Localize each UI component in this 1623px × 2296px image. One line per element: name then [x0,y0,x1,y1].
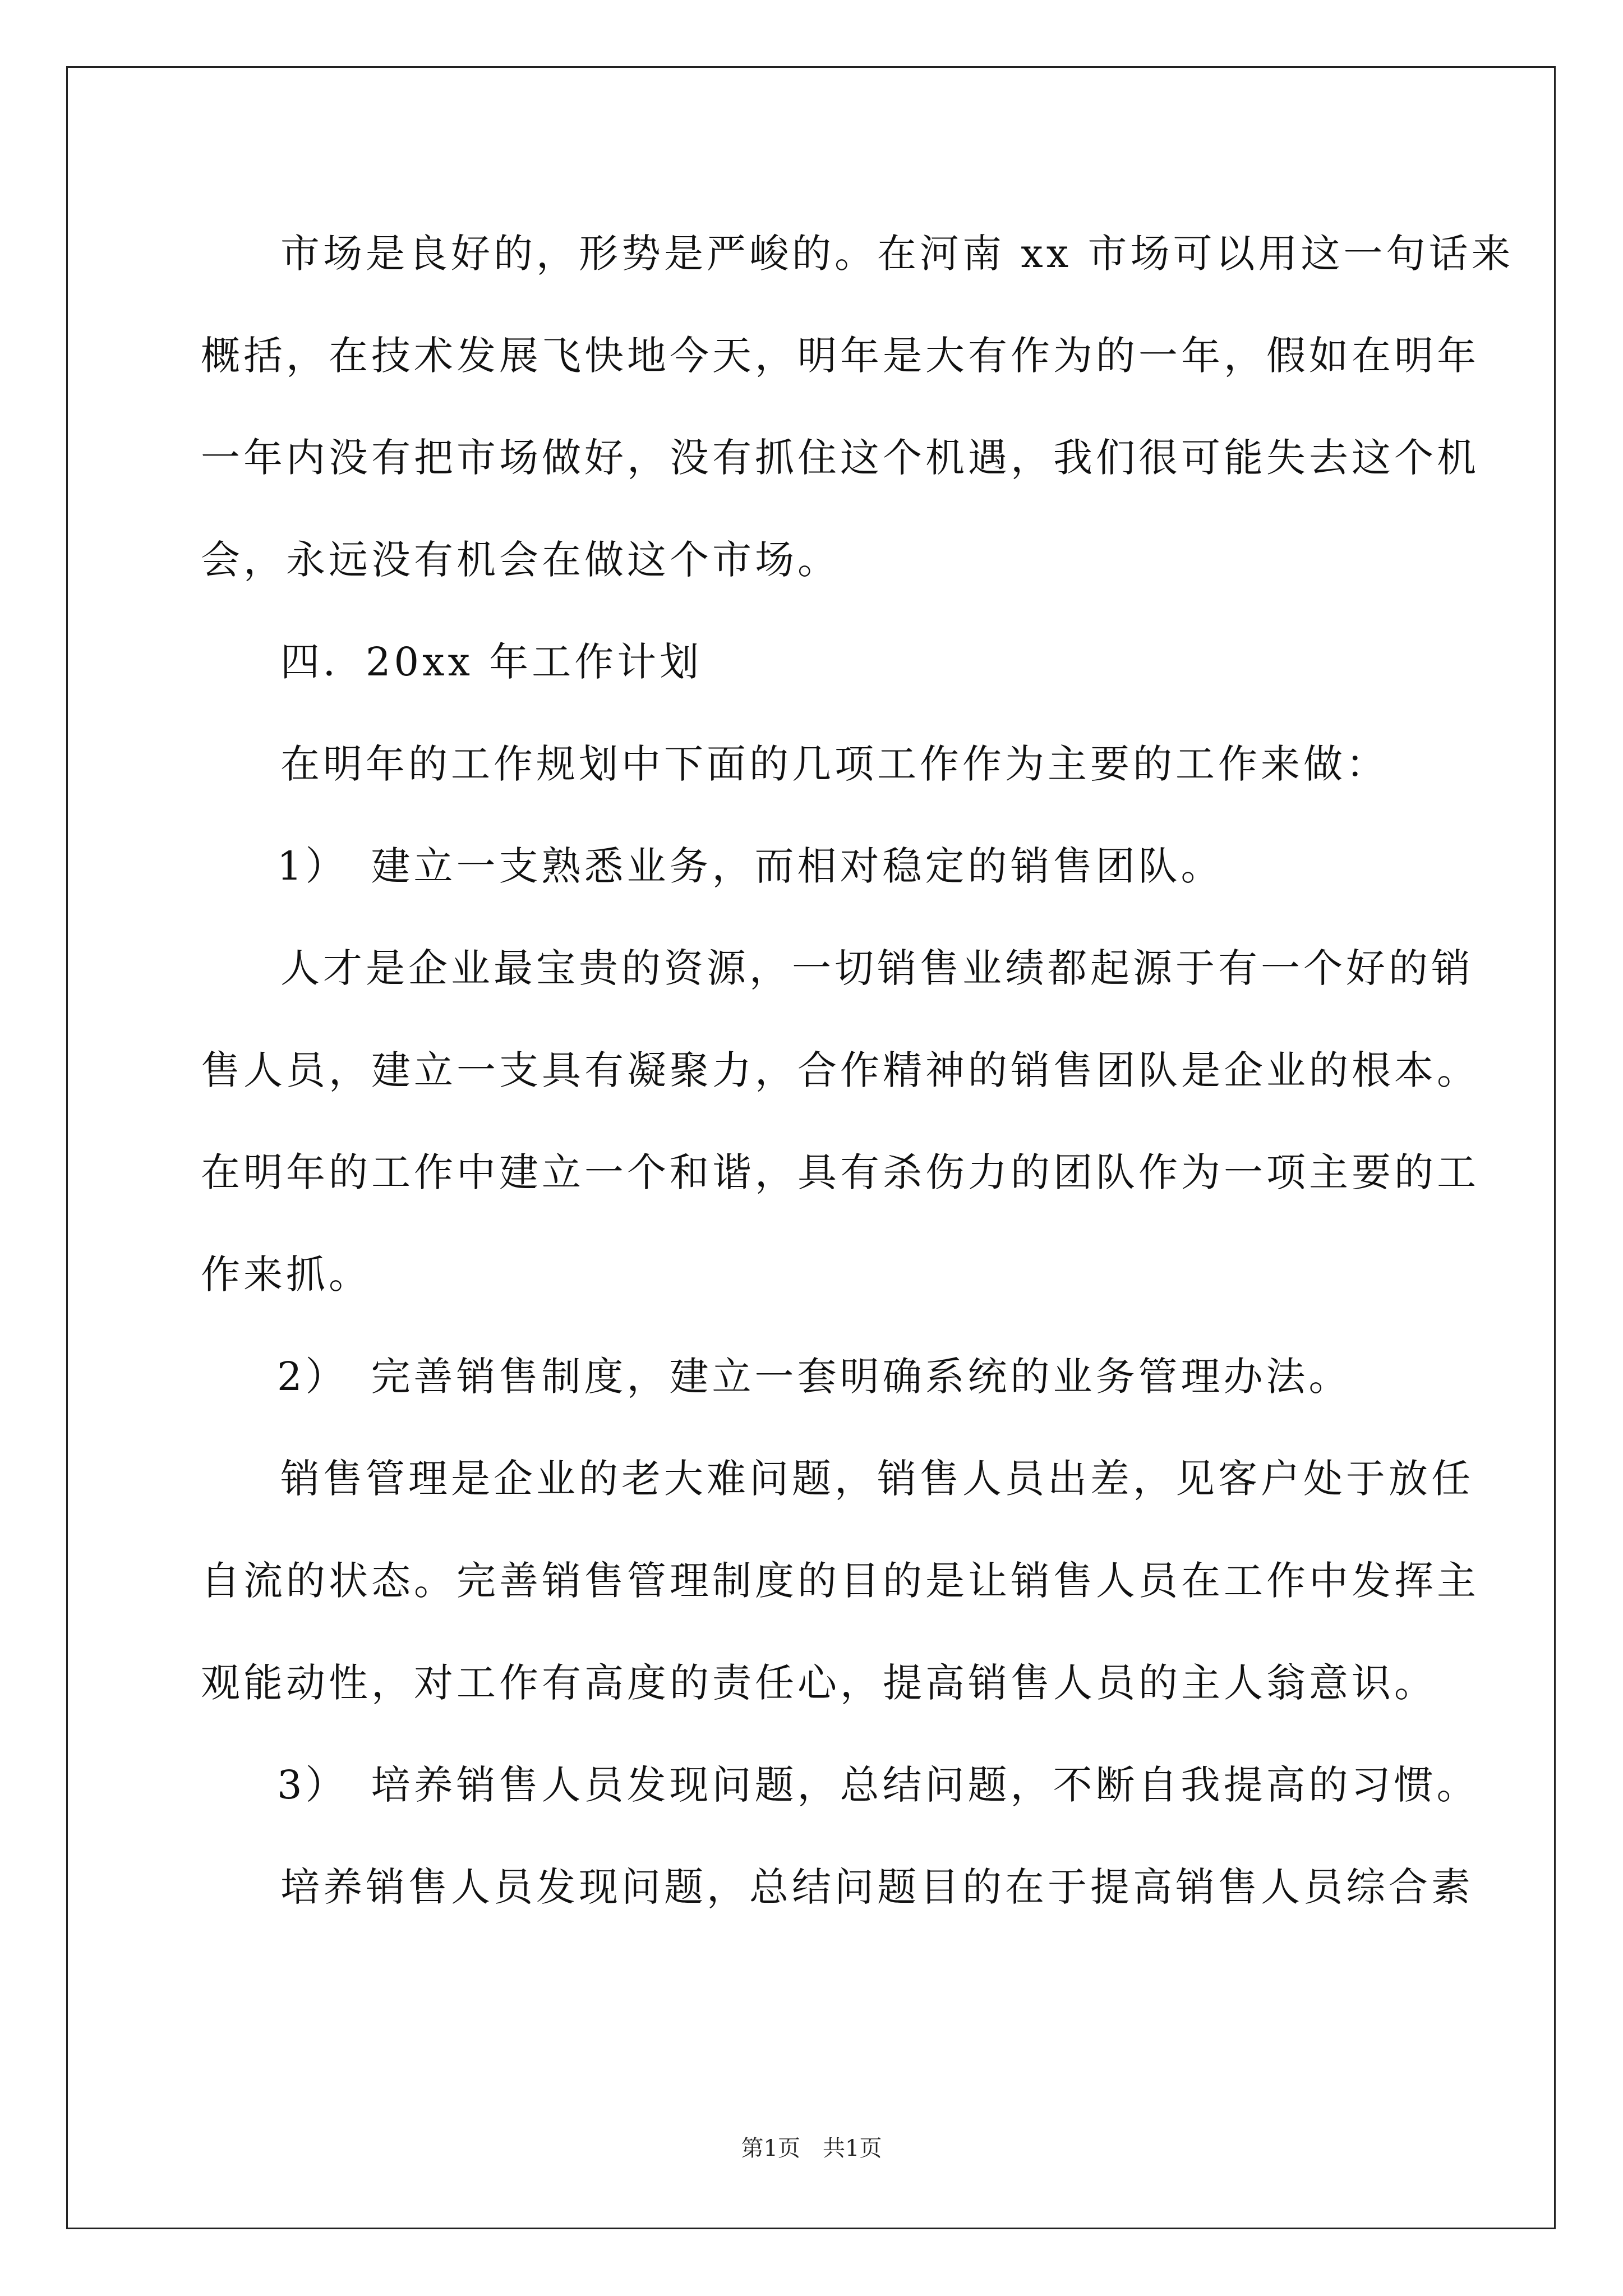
paragraph-line: 观能动性，对工作有高度的责任心，提高销售人员的主人翁意识。 [201,1660,1437,1706]
numbered-item-heading: 2） 完善销售制度，建立一套明确系统的业务管理办法。 [277,1354,1352,1400]
paragraph-line: 在明年的工作中建立一个和谐，具有杀伤力的团队作为一项主要的工 [201,1149,1479,1195]
paragraph-line: 销售管理是企业的老大难问题，销售人员出差，见客户处于放任 [280,1456,1474,1502]
paragraph-line: 市场是良好的，形势是严峻的。在河南 xx 市场可以用这一句话来 [280,231,1514,277]
paragraph-line: 人才是企业最宝贵的资源，一切销售业绩都起源于有一个好的销 [280,945,1474,991]
numbered-item-heading: 3） 培养销售人员发现问题，总结问题，不断自我提高的习惯。 [277,1762,1479,1808]
paragraph-line: 在明年的工作规划中下面的几项工作作为主要的工作来做： [280,741,1389,787]
paragraph-line: 培养销售人员发现问题，总结问题目的在于提高销售人员综合素 [280,1864,1474,1910]
paragraph-line: 一年内没有把市场做好，没有抓住这个机遇，我们很可能失去这个机 [201,435,1479,481]
section-heading: 四．20xx 年工作计划 [280,639,703,685]
paragraph-line: 概括，在技术发展飞快地今天，明年是大有作为的一年，假如在明年 [201,333,1479,379]
numbered-item-heading: 1） 建立一支熟悉业务，而相对稳定的销售团队。 [277,843,1224,889]
paragraph-line: 售人员，建立一支具有凝聚力，合作精神的销售团队是企业的根本。 [201,1047,1479,1093]
page-number-footer: 第1页 共1页 [741,2136,882,2161]
paragraph-line: 作来抓。 [201,1251,371,1297]
paragraph-line: 会，永远没有机会在做这个市场。 [201,537,840,583]
paragraph-line: 自流的状态。完善销售管理制度的目的是让销售人员在工作中发挥主 [201,1558,1479,1604]
